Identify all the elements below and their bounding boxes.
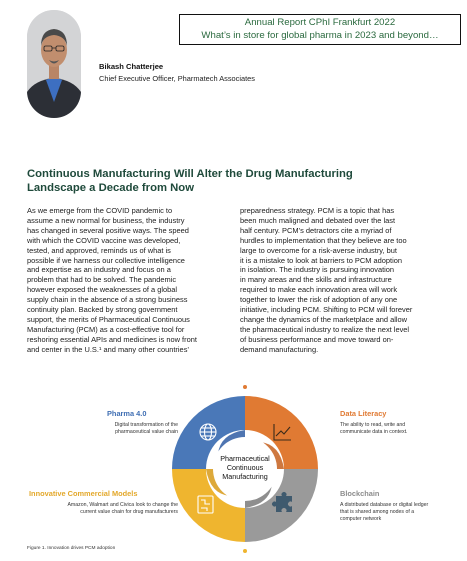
author-name: Bikash Chatterjee [99,62,164,71]
right-line: of business performance and move toward on- [240,334,394,344]
author-role: Chief Executive Officer, Pharmatech Associates [99,74,255,83]
right-line: in isolation. The industry is pursuing innovation [240,265,395,275]
right-line: half century. PCM’s detractors cite a myriad of [240,225,392,235]
innovation-ring-diagram [160,384,330,554]
pharma40-desc-line: pharmaceutical value chain [115,428,178,435]
left-line: with which the COVID vaccine was developed, [27,235,181,245]
left-line: however exposed the weaknesses of a global [27,285,178,295]
right-line: large to overcome for a risk-averse industry, but [240,245,397,255]
right-line: change the dynamics of the marketplace and allow [240,314,408,324]
article-title-line2: Landscape a Decade from Now [27,182,194,194]
figure-caption: Figure 1. Innovation drives PCM adoption [27,546,116,551]
icm-desc-line: Amazon, Walmart and Civica look to change the [67,502,178,508]
pharma40-description [86,422,178,436]
left-line: tested, and approved, reminds us of what is [27,245,171,255]
right-line: together to lower the risk of adoption of any one [240,295,398,305]
left-line: Manufacturing (PCM) as a cost-effective tool for [27,324,185,334]
pharma40-title: Pharma 4.0 [107,409,147,418]
data-literacy-description [340,422,448,436]
diagram-center-line1: Pharmaceutical [220,454,270,463]
right-line: required to make each innovation area will work [240,285,398,295]
left-line: supply chain in the absence of a strong business [27,295,188,305]
right-line: it is a mistake to look at barriers to PCM adoption [240,255,403,265]
blockchain-desc-line: A distributed database or digital ledger [340,502,429,508]
article-right-column [240,206,455,355]
blockchain-title: Blockchain [340,489,380,498]
left-line: problem that had to be solved. The pandemic [27,275,177,285]
article-title [27,167,447,195]
left-line: assume a new normal for business, the industry [27,215,185,225]
icm-desc-line: current value chain for drug manufacturers [80,508,178,515]
left-line: As we emerge from the COVID pandemic to [27,206,173,215]
diagram-center-line2: Continuous [226,463,264,472]
right-line: in many areas and the skills and infrastructure [240,275,392,285]
report-header-line2: What’s in store for global pharma in 2023 and beyond… [201,29,439,41]
data-literacy-desc-line: The ability to read, write and [340,422,406,428]
report-header-line1: Annual Report CPhI Frankfurt 2022 [244,17,396,28]
icm-description [28,502,178,516]
icm-title: Innovative Commercial Models [29,489,138,498]
article-left-column [27,206,240,355]
left-line: possible if we harness our collective intelligence [27,255,185,265]
right-line: preparedness strategy. PCM is a topic that has [240,206,395,215]
left-line: continuity plan. Backed by strong government [27,305,178,315]
left-line: has changed in several positive ways. The speed [27,225,189,235]
blockchain-desc-line: that is shared among nodes of a [340,508,415,515]
right-line: hurdles to implementation that they believe are too [240,235,407,245]
right-line: the pharmaceutical industry to realize the next level [240,324,410,334]
data-literacy-title: Data Literacy [340,409,387,418]
diagram-center-line3: Manufacturing [222,472,268,481]
pharma40-desc-line: Digital transformation of the [114,422,178,428]
data-literacy-desc-line: communicate data in context. [340,428,408,435]
report-header-box [179,14,461,45]
right-line: been much maligned and debated over the last [240,215,396,225]
left-line: and expertise as an industry and focus on a [27,265,171,275]
left-line: and center in the U.S.¹ and many other countries’ [27,344,190,354]
author-portrait [27,10,81,118]
blockchain-description [340,502,452,522]
blockchain-desc-line: computer network [340,515,382,522]
right-line: initiative, including PCM. Shifting to PCM will forever [240,305,413,315]
article-title-line1: Continuous Manufacturing Will Alter the Drug Manufacturing [27,168,353,180]
right-line: demand manufacturing. [240,344,319,354]
left-line: reshoring essential APIs and medicines is now front [27,334,197,344]
left-line: support, the merits of Pharmaceutical Continuous [27,314,190,324]
